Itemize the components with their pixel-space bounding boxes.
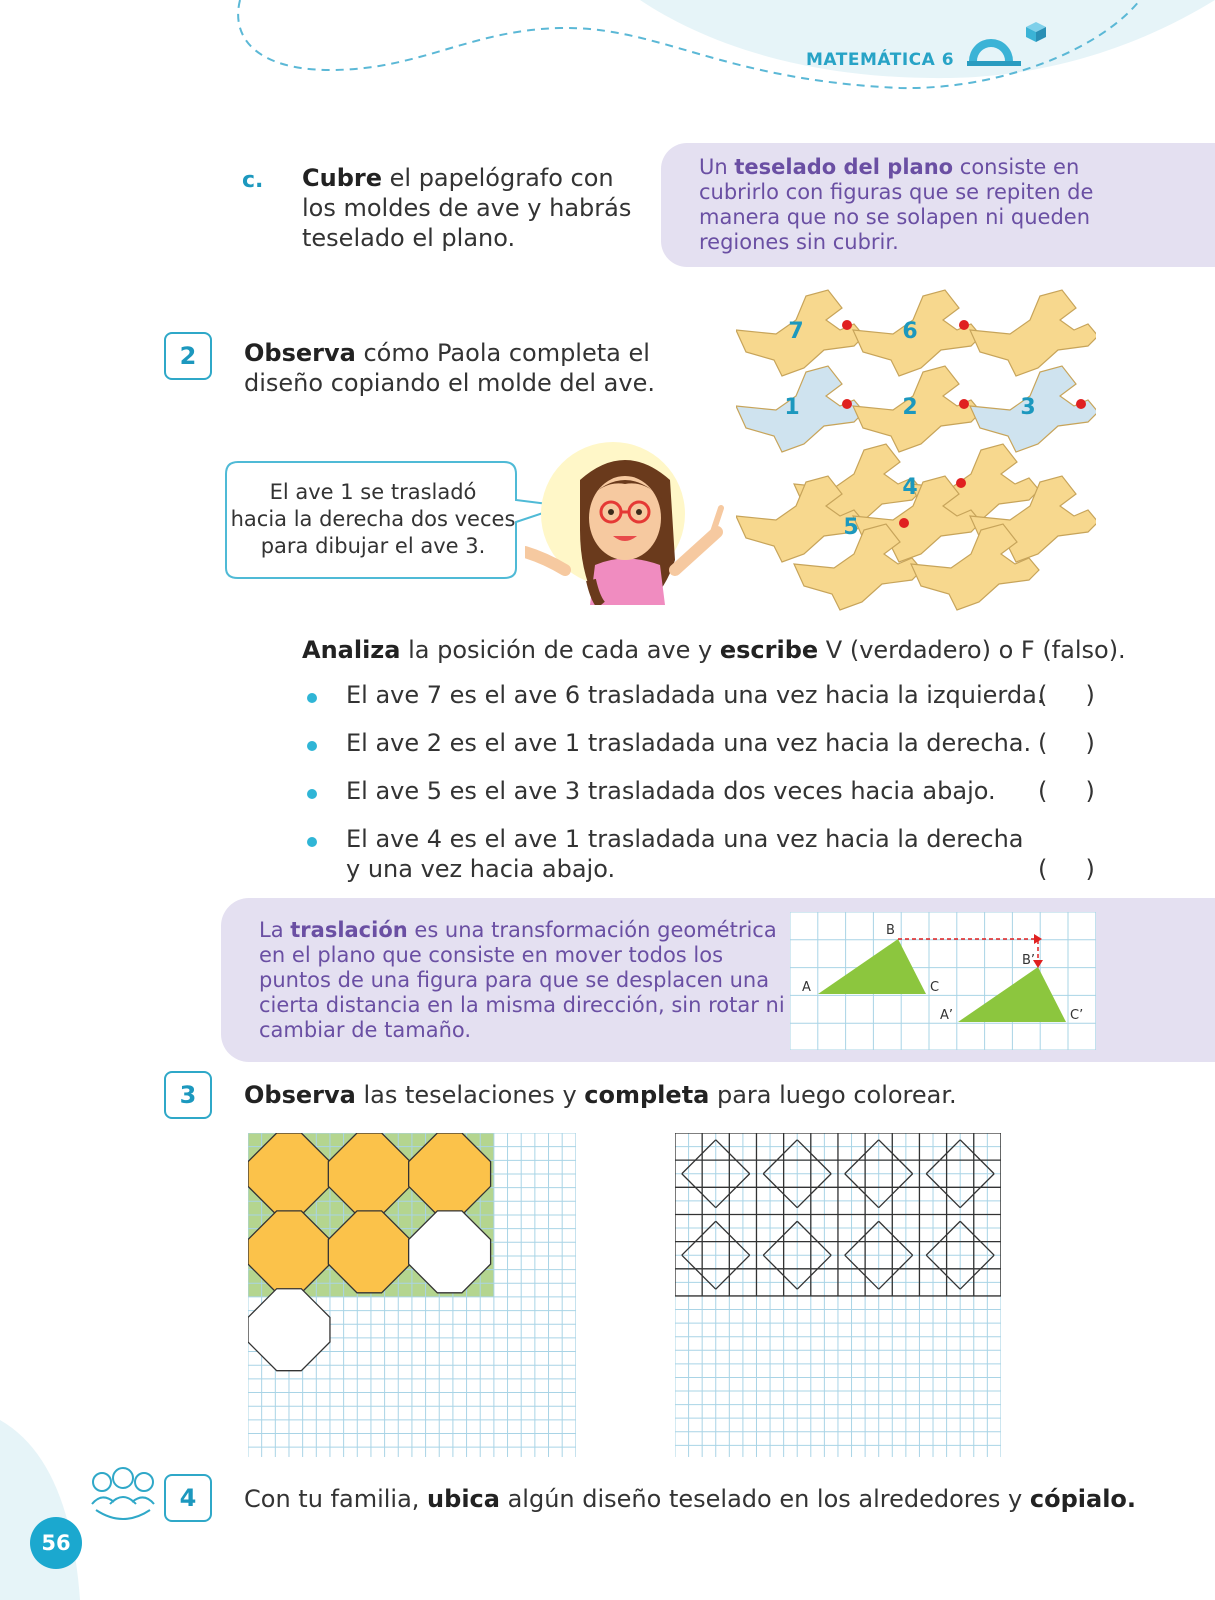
page-corner-decoration [0, 1420, 90, 1600]
instr-bold2: escribe [719, 636, 819, 664]
trans-def-line4: cierta distancia en la misma dirección, sin rotar ni [259, 993, 785, 1017]
section-c-bold: Cubre [302, 164, 382, 192]
trans-def-line2: en el plano que consiste en mover todos los [259, 943, 724, 967]
statement-4-line2: y una vez hacia abajo. [346, 855, 616, 883]
act4-bold1: ubica [427, 1485, 500, 1513]
bullet [307, 789, 317, 799]
bird-label-5: 5 [843, 515, 859, 540]
header-decoration [0, 0, 1215, 110]
section-c-line3: teselado el plano. [302, 224, 516, 252]
bullet [307, 741, 317, 751]
trans-def-pre: La [259, 918, 291, 942]
act3-bold2: completa [584, 1081, 710, 1109]
trans-def-line3: puntos de una figura para que se desplacen una [259, 968, 770, 992]
answer-blank-3[interactable]: ( ) [1038, 777, 1095, 805]
instr-rest: V (verdadero) o F (falso). [818, 636, 1126, 664]
bird-label-4: 4 [902, 475, 918, 500]
activity-4-prompt [244, 1484, 1136, 1514]
page-number: 56 [30, 1517, 82, 1569]
item-letter-c: c. [242, 168, 264, 193]
bird-label-7: 7 [788, 319, 804, 344]
act4-pre: Con tu familia, [244, 1485, 428, 1513]
act4-mid: algún diseño teselado en los alrededores y [499, 1485, 1030, 1513]
pattern-tessellation-grid[interactable] [675, 1133, 1001, 1457]
speech-bubble-text [230, 479, 516, 560]
activity-2-instruction [302, 635, 1126, 665]
bullet [307, 837, 317, 847]
vertex-label-c: C [930, 980, 940, 995]
activity-number-4: 4 [164, 1474, 212, 1522]
vertex-label-b-prime: B’ [1022, 953, 1036, 968]
activity-2-prompt [244, 338, 664, 398]
act3-mid: las teselaciones y [355, 1081, 585, 1109]
activity-2-line1: cómo Paola completa el [355, 339, 650, 367]
act3-rest: para luego colorear. [709, 1081, 957, 1109]
family-icon [88, 1464, 158, 1528]
book-title: MATEMÁTICA 6 [806, 50, 955, 70]
statement-3: El ave 5 es el ave 3 trasladada dos veces hacia abajo. [346, 777, 996, 805]
answer-blank-1[interactable]: ( ) [1038, 681, 1095, 709]
activity-number-3: 3 [164, 1071, 212, 1119]
trans-def-bold: traslación [290, 918, 408, 942]
tess-def-line3: manera que no se solapen ni queden [699, 205, 1091, 229]
speech-line3: para dibujar el ave 3. [260, 534, 486, 558]
trans-def-post: es una transformación geométrica [407, 918, 777, 942]
activity-number-2: 2 [164, 332, 212, 380]
tess-def-bold: teselado del plano [734, 155, 954, 179]
statement-1: El ave 7 es el ave 6 trasladada una vez hacia la izquierda. [346, 681, 1045, 709]
bird-label-3: 3 [1020, 395, 1036, 420]
speech-line1: El ave 1 se trasladó [269, 480, 477, 504]
girl-illustration [525, 440, 750, 605]
act4-bold2: cópialo. [1029, 1485, 1137, 1513]
vertex-label-a-prime: A’ [940, 1008, 954, 1023]
bird-tessellation [736, 280, 1096, 615]
statement-4-line1: El ave 4 es el ave 1 trasladada una vez hacia la derecha [346, 825, 1024, 853]
answer-blank-2[interactable]: ( ) [1038, 729, 1095, 757]
answer-blank-4[interactable]: ( ) [1038, 855, 1095, 883]
instr-mid: la posición de cada ave y [400, 636, 720, 664]
bullet [307, 693, 317, 703]
activity-2-bold: Observa [244, 339, 356, 367]
act3-bold1: Observa [244, 1081, 356, 1109]
tessellation-definition-box [661, 143, 1215, 267]
vertex-label-a: A [802, 980, 811, 995]
vertex-label-b: B [886, 923, 895, 938]
statement-2: El ave 2 es el ave 1 trasladada una vez hacia la derecha. [346, 729, 1032, 757]
section-c-line1: el papelógrafo con [382, 164, 614, 192]
cube-icon [1024, 20, 1048, 44]
trans-def-line5: cambiar de tamaño. [259, 1018, 472, 1042]
section-c-text [302, 163, 632, 253]
octagon-tessellation-grid[interactable] [248, 1133, 576, 1457]
speech-line2: hacia la derecha dos veces [230, 507, 516, 531]
activity-2-line2: diseño copiando el molde del ave. [244, 369, 655, 397]
bird-label-2: 2 [902, 395, 918, 420]
bird-label-6: 6 [902, 319, 918, 344]
section-c-line2: los moldes de ave y habrás [302, 194, 632, 222]
statement-4 [346, 824, 1024, 884]
instr-bold1: Analiza [302, 636, 401, 664]
tess-def-post: consiste en [953, 155, 1080, 179]
ruler-protractor-icon [963, 27, 1023, 67]
tess-def-line2: cubrirlo con figuras que se repiten de [699, 180, 1094, 204]
translation-diagram [790, 912, 1096, 1050]
vertex-label-c-prime: C’ [1070, 1008, 1084, 1023]
tess-def-pre: Un [699, 155, 735, 179]
tess-def-line4: regiones sin cubrir. [699, 230, 899, 254]
activity-3-prompt [244, 1080, 957, 1110]
bird-label-1: 1 [784, 395, 800, 420]
